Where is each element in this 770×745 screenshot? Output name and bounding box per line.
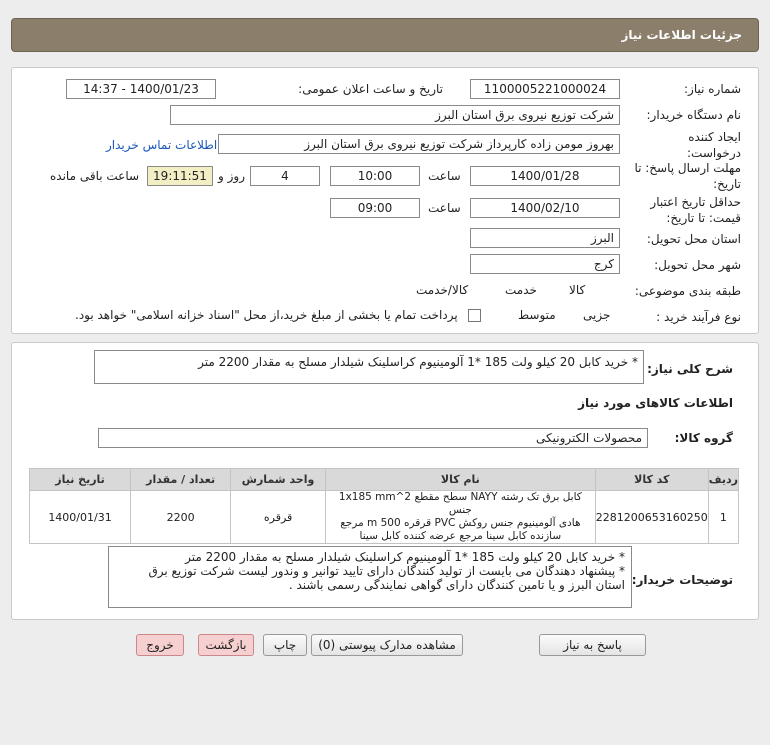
cell-qty: 2200 [131,491,231,544]
process-option-minor: جزیی [583,308,611,322]
need-number-label: شماره نیاز: [684,82,741,96]
creator-label: ایجاد کننده درخواست: [687,130,741,160]
col-unit: واحد شمارش [231,469,326,491]
announce-label: تاریخ و ساعت اعلان عمومی: [298,82,443,96]
table-header-row [30,469,739,491]
province-label: استان محل تحویل: [646,232,741,246]
price-validity-label: حداقل تاریخ اعتبار قیمت: تا تاریخ: [650,195,741,225]
attachments-button[interactable]: مشاهده مدارک پیوستی (0) [311,634,463,656]
col-index: ردیف [708,469,738,491]
need-number-field: 1100005221000024 [470,79,620,99]
province-field: البرز [470,228,620,248]
summary-field: * خرید کابل 20 کیلو ولت 185 *1 آلومینیوم کراسلینک شیلدار مسلح به مقدار 2200 متر [94,350,644,384]
buyer-org-label: نام دستگاه خریدار: [646,108,741,122]
back-button[interactable]: بازگشت [198,634,254,656]
cell-date: 1400/01/31 [30,491,131,544]
exit-button[interactable]: خروج [136,634,184,656]
city-label: شهر محل تحویل: [654,258,741,272]
reply-button[interactable]: پاسخ به نیاز [539,634,646,656]
col-date: تاریخ نیاز [30,469,131,491]
category-label: طبقه بندی موضوعی: [634,284,741,298]
goods-group-field: محصولات الکترونیکی [98,428,648,448]
days-field: 4 [250,166,320,186]
reply-deadline-label: مهلت ارسال پاسخ: تا تاریخ: [634,161,741,191]
buyer-notes-field [108,546,632,608]
days-label: روز و [218,169,245,183]
cell-name-line2: هادی آلومینیوم جنس روکش PVC قرقره 500 m مرجع [340,517,581,529]
cell-index: 1 [708,491,738,544]
cell-name-line1: کابل برق تک رشته NAYY سطح مقطع 1x185 mm^2 جنس [338,491,582,516]
validity-time-field: 09:00 [330,198,420,218]
validity-date-field: 1400/02/10 [470,198,620,218]
creator-field: بهروز مومن زاده کارپرداز شرکت توزیع نیروی برق استان البرز [218,134,620,154]
page-header [11,18,759,52]
cell-unit: قرقره [231,491,326,544]
buyer-org-field: شرکت توزیع نیروی برق استان البرز [170,105,620,125]
buyer-notes-line2: * پیشنهاد دهندگان می بایست از تولید کنندگان دارای تایید توانیر و وندور لیست شرکت توزیع برق [148,564,625,578]
announce-field: 1400/01/23 - 14:37 [66,79,216,99]
summary-label: شرح کلی نیاز: [647,362,733,376]
col-code: کد کالا [595,469,708,491]
remaining-label: ساعت باقی مانده [50,169,140,183]
payment-note: پرداخت تمام یا بخشی از مبلغ خرید،از محل "اسناد خزانه اسلامی" خواهد بود. [75,308,458,322]
goods-section-title: اطلاعات کالاهای مورد نیاز [578,396,733,410]
cell-name [325,491,595,544]
reply-time-field: 10:00 [330,166,420,186]
reply-date-field: 1400/01/28 [470,166,620,186]
page-title: جزئیات اطلاعات نیاز [621,28,742,42]
table-row[interactable] [30,491,739,544]
col-qty: تعداد / مقدار [131,469,231,491]
col-name: نام کالا [325,469,595,491]
cell-name-line3: سازنده کابل سینا مرجع عرضه کننده کابل سینا [359,530,562,542]
payment-checkbox[interactable] [468,309,481,322]
goods-table [29,468,739,544]
goods-group-label: گروه کالا: [674,431,733,445]
process-label: نوع فرآیند خرید : [656,310,741,324]
buyer-notes-label: توضیحات خریدار: [631,573,733,587]
buyer-notes-line3: استان البرز و یا تامین کنندگان دارای گواهی نمایندگی رسمی باشند . [288,578,625,592]
remaining-time-field: 19:11:51 [147,166,213,186]
city-field: کرج [470,254,620,274]
category-option-service: خدمت [505,283,537,297]
contact-buyer-link[interactable]: اطلاعات تماس خریدار [106,138,218,152]
cell-code: 2281200653160250 [595,491,708,544]
validity-time-label: ساعت [428,201,461,215]
process-option-medium: متوسط [518,308,556,322]
buyer-notes-line1: * خرید کابل 20 کیلو ولت 185 *1 آلومینیوم کراسلینک شیلدار مسلح به مقدار 2200 متر [185,550,625,564]
category-option-both: کالا/خدمت [416,283,469,297]
category-option-goods: کالا [569,283,586,297]
print-button[interactable]: چاپ [263,634,307,656]
reply-time-label: ساعت [428,169,461,183]
